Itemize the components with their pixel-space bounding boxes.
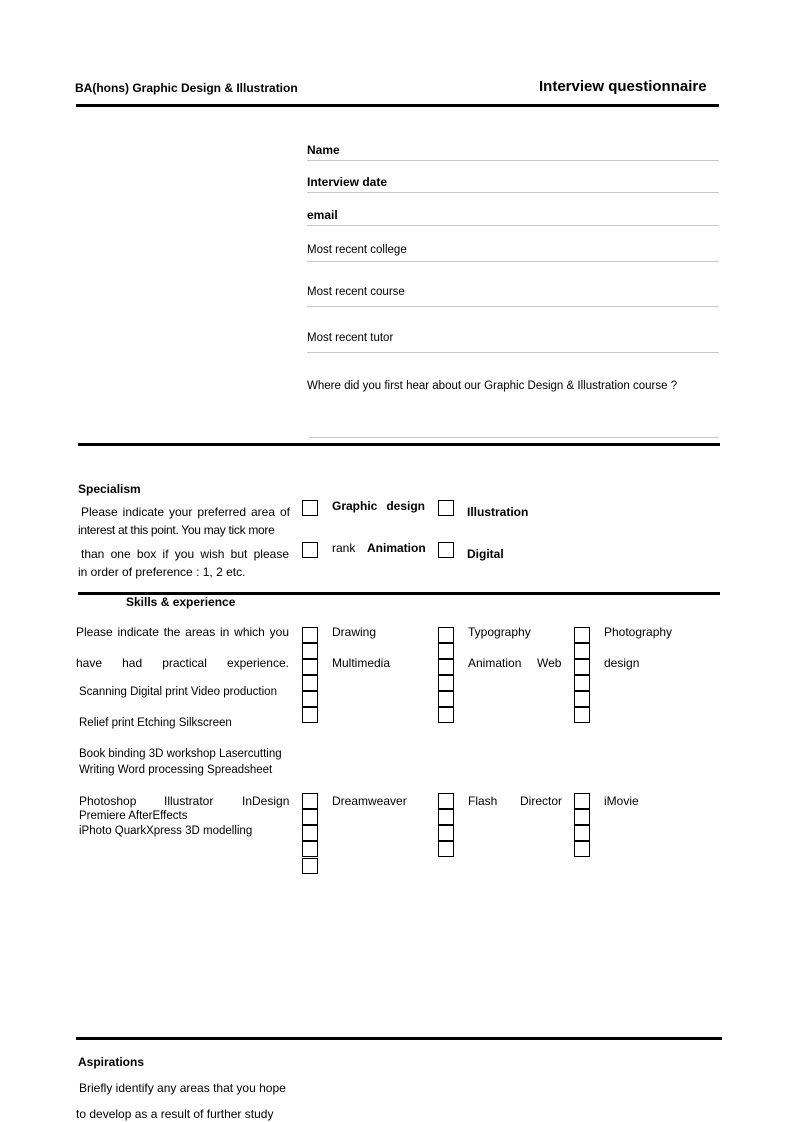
page-title: Interview questionnaire <box>539 78 707 95</box>
section-divider-1 <box>78 443 720 446</box>
aspirations-line-1: Briefly identify any areas that you hope <box>79 1081 286 1095</box>
skill-checkbox[interactable] <box>438 643 454 659</box>
skill-checkbox[interactable] <box>302 659 318 675</box>
software-checkbox[interactable] <box>302 793 318 809</box>
software-checkbox[interactable] <box>302 809 318 825</box>
software-checkbox[interactable] <box>302 841 318 857</box>
graphic-design-checkbox[interactable] <box>302 500 318 516</box>
digital-checkbox[interactable] <box>438 542 454 558</box>
software-checkbox[interactable] <box>574 809 590 825</box>
director-label: Director <box>520 794 563 808</box>
specialism-instruction-4: in order of preference : 1, 2 etc. <box>78 565 246 579</box>
course-title: BA(hons) Graphic Design & Illustration <box>75 81 298 95</box>
aspirations-line-2: to develop as a result of further study <box>76 1107 274 1121</box>
skill-checkbox[interactable] <box>438 627 454 643</box>
skill-checkbox[interactable] <box>302 675 318 691</box>
specialism-instruction-3: than one box if you wish but please <box>81 547 289 561</box>
aspirations-title: Aspirations <box>78 1055 145 1069</box>
software-checkbox[interactable] <box>574 841 590 857</box>
skill-checkbox[interactable] <box>574 627 590 643</box>
skills-instruction-2: have had practical experience. <box>76 656 289 670</box>
specialism-title: Specialism <box>78 482 141 496</box>
skill-checkbox[interactable] <box>302 643 318 659</box>
skills-title: Skills & experience <box>126 595 236 609</box>
name-field[interactable] <box>307 160 719 161</box>
college-label: Most recent college <box>307 244 407 256</box>
imovie-label: iMovie <box>604 794 639 808</box>
skill-checkbox[interactable] <box>302 691 318 707</box>
interview-date-label: Interview date <box>307 175 388 189</box>
skill-checkbox[interactable] <box>574 691 590 707</box>
email-label: email <box>307 208 338 222</box>
heard-field[interactable] <box>309 437 719 438</box>
indesign-label: InDesign <box>242 794 290 808</box>
skills-list-line-3: Book binding 3D workshop Lasercutting <box>79 748 282 760</box>
skill-checkbox[interactable] <box>302 627 318 643</box>
skill-checkbox[interactable] <box>574 675 590 691</box>
skill-checkbox[interactable] <box>438 707 454 723</box>
software-checkbox[interactable] <box>574 793 590 809</box>
skills-list-line-4: Writing Word processing Spreadsheet <box>79 764 273 776</box>
illustration-checkbox[interactable] <box>438 500 454 516</box>
software-checkbox[interactable] <box>438 809 454 825</box>
typography-label: Typography <box>468 625 531 639</box>
course-label: Most recent course <box>307 286 405 298</box>
software-line-3: iPhoto QuarkXpress 3D modelling <box>79 825 253 837</box>
tutor-field[interactable] <box>307 352 719 353</box>
skill-checkbox[interactable] <box>438 691 454 707</box>
design-label: design <box>604 656 640 670</box>
specialism-instruction-2: interest at this point. You may tick more <box>78 523 275 537</box>
graphic-design-label: Graphic design <box>332 499 425 513</box>
skills-instruction-1: Please indicate the areas in which you <box>76 625 289 639</box>
skills-list-line-1: Scanning Digital print Video production <box>79 686 277 698</box>
section-divider-3 <box>76 1037 722 1040</box>
flash-label: Flash <box>468 794 498 808</box>
photoshop-label: Photoshop <box>79 794 137 808</box>
software-line-2: Premiere AfterEffects <box>79 810 188 822</box>
skill-checkbox[interactable] <box>438 659 454 675</box>
interview-date-field[interactable] <box>307 192 719 193</box>
heard-question: Where did you first hear about our Graphic Design & Illustration course ? <box>307 380 678 392</box>
digital-label: Digital <box>467 547 504 561</box>
skill-checkbox[interactable] <box>438 675 454 691</box>
dreamweaver-label: Dreamweaver <box>332 794 407 808</box>
photography-label: Photography <box>604 625 673 639</box>
drawing-label: Drawing <box>332 625 377 639</box>
skill-checkbox[interactable] <box>574 659 590 675</box>
animation-label: Animation <box>367 541 426 555</box>
software-checkbox[interactable] <box>438 793 454 809</box>
skill-checkbox[interactable] <box>574 707 590 723</box>
email-field[interactable] <box>307 225 719 226</box>
skill-checkbox[interactable] <box>302 707 318 723</box>
skills-list-line-2: Relief print Etching Silkscreen <box>79 717 232 729</box>
software-checkbox[interactable] <box>302 825 318 841</box>
course-field[interactable] <box>307 306 719 307</box>
software-checkbox[interactable] <box>438 825 454 841</box>
web-label: Web <box>537 656 562 670</box>
software-checkbox[interactable] <box>574 825 590 841</box>
skill-checkbox[interactable] <box>574 643 590 659</box>
tutor-label: Most recent tutor <box>307 332 394 344</box>
header-divider <box>76 104 719 107</box>
multimedia-label: Multimedia <box>332 656 391 670</box>
software-checkbox[interactable] <box>438 841 454 857</box>
specialism-instruction-1: Please indicate your preferred area of <box>81 505 290 519</box>
software-checkbox[interactable] <box>302 858 318 874</box>
animation-checkbox[interactable] <box>302 542 318 558</box>
rank-label: rank <box>332 541 356 555</box>
name-label: Name <box>307 143 340 157</box>
illustrator-label: Illustrator <box>164 794 214 808</box>
illustration-label: Illustration <box>467 505 529 519</box>
college-field[interactable] <box>307 261 719 262</box>
animation-skill-label: Animation <box>468 656 522 670</box>
